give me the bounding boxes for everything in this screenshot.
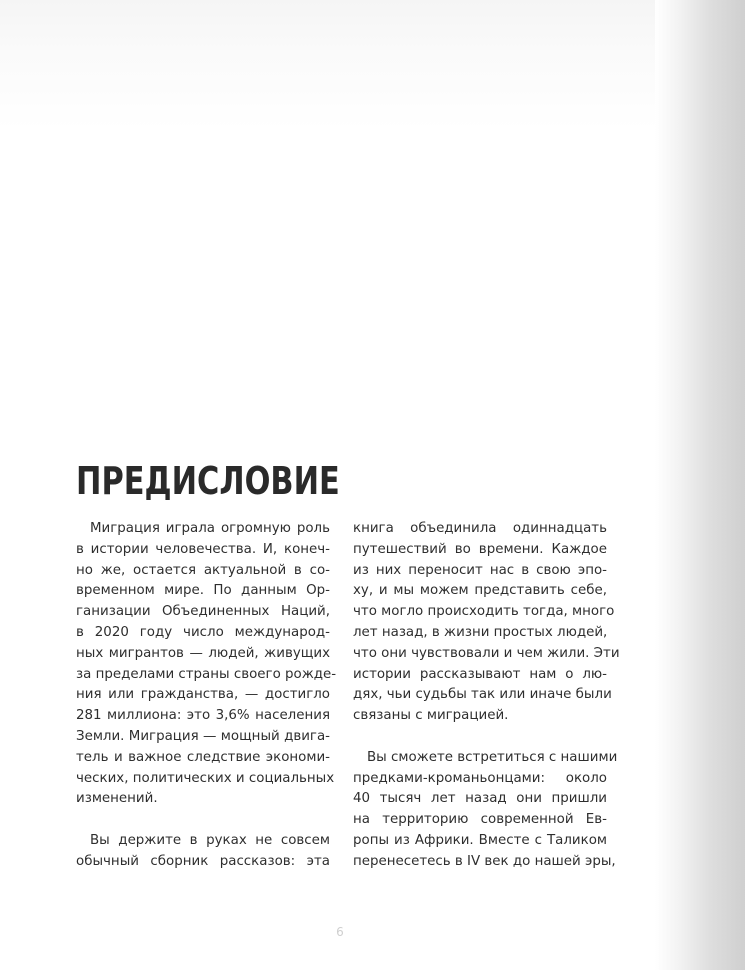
text-line: дях, чьи судьбы так или иначе были xyxy=(353,687,612,703)
text-line: Земли. Миграция — мощный двига- xyxy=(76,728,330,744)
text-line: ху, и мы можем представить себе, xyxy=(353,583,607,599)
text-line: что они чувствовали и чем жили. Эти xyxy=(353,645,620,661)
text-line: Миграция играла огромную роль xyxy=(90,521,330,536)
text-column-left xyxy=(76,519,337,873)
page-shading xyxy=(0,0,655,130)
text-line: связаны с миграцией. xyxy=(353,708,509,724)
text-line: за пределами страны своего рожде- xyxy=(76,666,337,682)
text-line: Вы держите в руках не совсем xyxy=(90,832,330,848)
text-line: предками-кроманьонцами: около xyxy=(353,770,607,786)
text-line: Вы сможете встретиться с нашими xyxy=(367,749,618,765)
chapter-heading: ПРЕДИСЛОВИЕ xyxy=(76,459,340,503)
text-column-right xyxy=(353,519,620,873)
text-line: из них переносит нас в свою эпо- xyxy=(353,562,607,578)
text-line: на территорию современной Ев- xyxy=(353,812,607,828)
text-line: но же, остается актуальной в со- xyxy=(76,562,330,578)
text-line: 40 тысяч лет назад они пришли xyxy=(353,791,607,807)
text-line: истории рассказывают нам о лю- xyxy=(353,666,607,682)
page-number: 6 xyxy=(336,925,344,939)
paragraph-gap xyxy=(76,810,330,831)
text-line: ропы из Африки. Вместе с Таликом xyxy=(353,832,607,848)
text-line: в истории человечества. И, конеч- xyxy=(76,541,330,557)
text-line: ния или гражданства, — достигло xyxy=(76,687,330,703)
text-line: в 2020 году число международ- xyxy=(76,624,330,640)
text-line: книга объединила одиннадцать xyxy=(353,521,607,536)
text-line: перенесетесь в IV век до нашей эры, xyxy=(353,853,616,869)
paragraph-gap xyxy=(353,727,607,748)
text-line: тель и важное следствие экономи- xyxy=(76,749,330,765)
text-line: лет назад, в жизни простых людей, xyxy=(353,624,608,640)
text-line: изменений. xyxy=(76,791,158,807)
text-line: ганизации Объединенных Наций, xyxy=(76,604,330,620)
text-line: путешествий во времени. Каждое xyxy=(353,541,607,557)
text-line: временном мире. По данным Ор- xyxy=(76,583,330,599)
text-line: 281 миллиона: это 3,6% населения xyxy=(76,708,330,724)
text-line: что могло происходить тогда, много xyxy=(353,604,615,620)
text-line: ных мигрантов — людей, живущих xyxy=(76,645,330,661)
text-line: обычный сборник рассказов: эта xyxy=(76,853,330,869)
text-line: ческих, политических и социальных xyxy=(76,770,335,786)
